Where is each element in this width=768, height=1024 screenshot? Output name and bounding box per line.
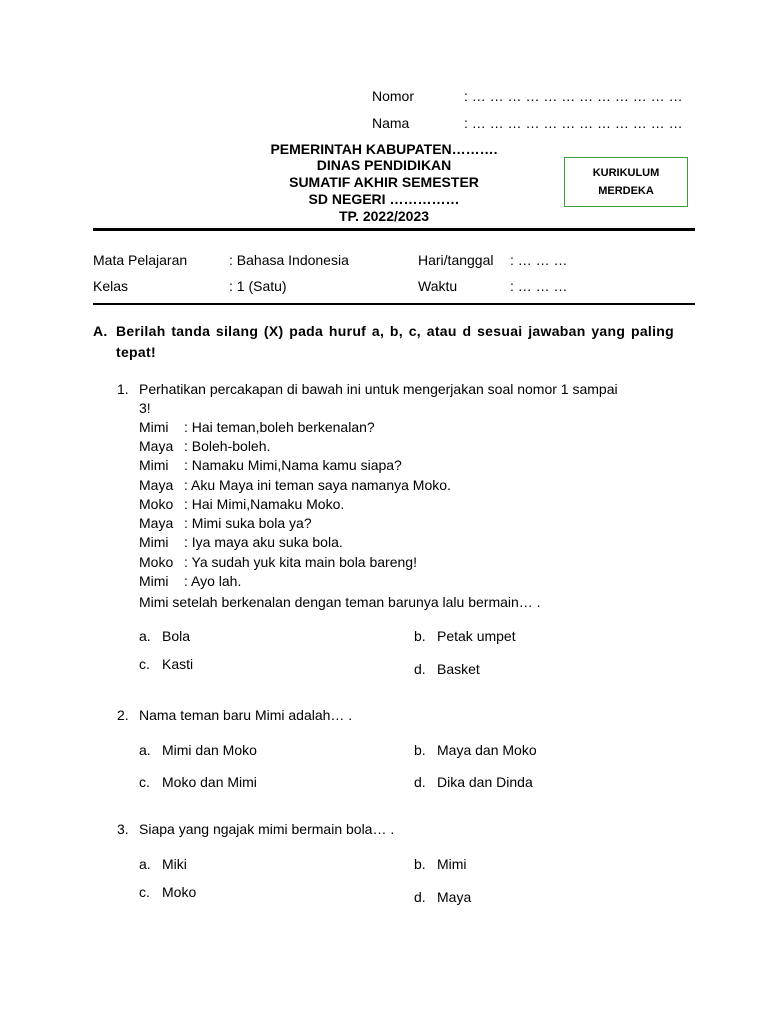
nomor-value: : … … … … … … … … … … … … (464, 88, 683, 104)
badge-line-1: KURIKULUM (592, 167, 660, 179)
class-value: : 1 (Satu) (229, 278, 287, 294)
q1-number: 1. (117, 381, 129, 397)
nomor-label: Nomor (372, 88, 415, 104)
q3-option-d[interactable]: Maya (437, 889, 472, 905)
section-a-text: Berilah tanda silang (X) pada huruf a, b, c, atau d sesuai jawaban yang paling tepat! (116, 323, 674, 360)
header-line-1: PEMERINTAH KABUPATEN………. (270, 141, 498, 157)
q1-option-a[interactable]: Bola (162, 628, 191, 644)
q3-option-a-letter: a. (139, 856, 151, 872)
dialogue-speaker: Maya (139, 477, 174, 493)
q1-option-b-letter: b. (414, 628, 426, 644)
q1-option-c[interactable]: Kasti (162, 656, 194, 672)
section-a-label: A. (93, 323, 108, 339)
q2-option-a-letter: a. (139, 742, 151, 758)
q3-option-d-letter: d. (414, 889, 426, 905)
q3-option-b[interactable]: Mimi (437, 856, 467, 872)
q1-option-b[interactable]: Petak umpet (437, 628, 516, 644)
dialogue-speaker: Maya (139, 438, 174, 454)
q1-option-a-letter: a. (139, 628, 151, 644)
dialogue-line: : Hai teman,boleh berkenalan? (184, 419, 375, 435)
q1-question: Mimi setelah berkenalan dengan teman barunya lalu bermain… . (139, 594, 541, 610)
q3-question: Siapa yang ngajak mimi bermain bola… . (139, 821, 395, 837)
q2-number: 2. (117, 707, 129, 723)
dialogue-speaker: Mimi (139, 419, 169, 435)
dialogue-speaker: Moko (139, 554, 174, 570)
q2-option-c-letter: c. (139, 774, 150, 790)
q1-intro-line-2: 3! (139, 400, 151, 416)
q1-option-d-letter: d. (414, 661, 426, 677)
class-label: Kelas (93, 278, 129, 294)
header-line-5: TP. 2022/2023 (338, 208, 430, 224)
curriculum-badge (564, 157, 688, 207)
header-line-2: DINAS PENDIDIKAN (316, 157, 452, 173)
dialogue-speaker: Mimi (139, 534, 169, 550)
dialogue-line: : Namaku Mimi,Nama kamu siapa? (184, 457, 402, 473)
header-line-4: SD NEGERI …………… (308, 191, 460, 207)
q3-number: 3. (117, 821, 129, 837)
q3-option-c-letter: c. (139, 884, 150, 900)
q2-option-b-letter: b. (414, 742, 426, 758)
dialogue-line: : Hai Mimi,Namaku Moko. (184, 496, 345, 512)
section-a-instruction (93, 321, 674, 363)
dialogue-speaker: Mimi (139, 457, 169, 473)
nama-value: : … … … … … … … … … … … … (464, 115, 683, 131)
time-value: : … … … (510, 278, 568, 294)
dialogue-line: : Mimi suka bola ya? (184, 515, 312, 531)
dialogue-speaker: Mimi (139, 573, 169, 589)
q3-option-a[interactable]: Miki (162, 856, 187, 872)
time-label: Waktu (418, 278, 458, 294)
header-divider (93, 228, 695, 231)
dialogue-line: : Ayo lah. (184, 573, 242, 589)
info-divider (93, 303, 695, 305)
q3-option-b-letter: b. (414, 856, 426, 872)
q2-option-d-letter: d. (414, 774, 426, 790)
q1-intro-line-1: Perhatikan percakapan di bawah ini untuk mengerjakan soal nomor 1 sampai (139, 381, 618, 397)
header-line-3: SUMATIF AKHIR SEMESTER (289, 174, 479, 190)
dialogue-speaker: Moko (139, 496, 174, 512)
nama-label: Nama (372, 115, 410, 131)
dialogue-line: : Boleh-boleh. (184, 438, 271, 454)
dialogue-speaker: Maya (139, 515, 174, 531)
day-value: : … … … (510, 252, 568, 268)
q1-option-c-letter: c. (139, 656, 150, 672)
q2-question: Nama teman baru Mimi adalah… . (139, 707, 353, 723)
day-label: Hari/tanggal (418, 252, 494, 268)
dialogue-line: : Ya sudah yuk kita main bola bareng! (184, 554, 417, 570)
q3-option-c[interactable]: Moko (162, 884, 197, 900)
q2-option-d[interactable]: Dika dan Dinda (437, 774, 533, 790)
q1-option-d[interactable]: Basket (437, 661, 480, 677)
dialogue-line: : Iya maya aku suka bola. (184, 534, 343, 550)
badge-line-2: MERDEKA (598, 185, 654, 197)
subject-label: Mata Pelajaran (93, 252, 188, 268)
subject-value: : Bahasa Indonesia (229, 252, 349, 268)
q2-option-b[interactable]: Maya dan Moko (437, 742, 537, 758)
q2-option-a[interactable]: Mimi dan Moko (162, 742, 257, 758)
q2-option-c[interactable]: Moko dan Mimi (162, 774, 257, 790)
dialogue-line: : Aku Maya ini teman saya namanya Moko. (184, 477, 451, 493)
